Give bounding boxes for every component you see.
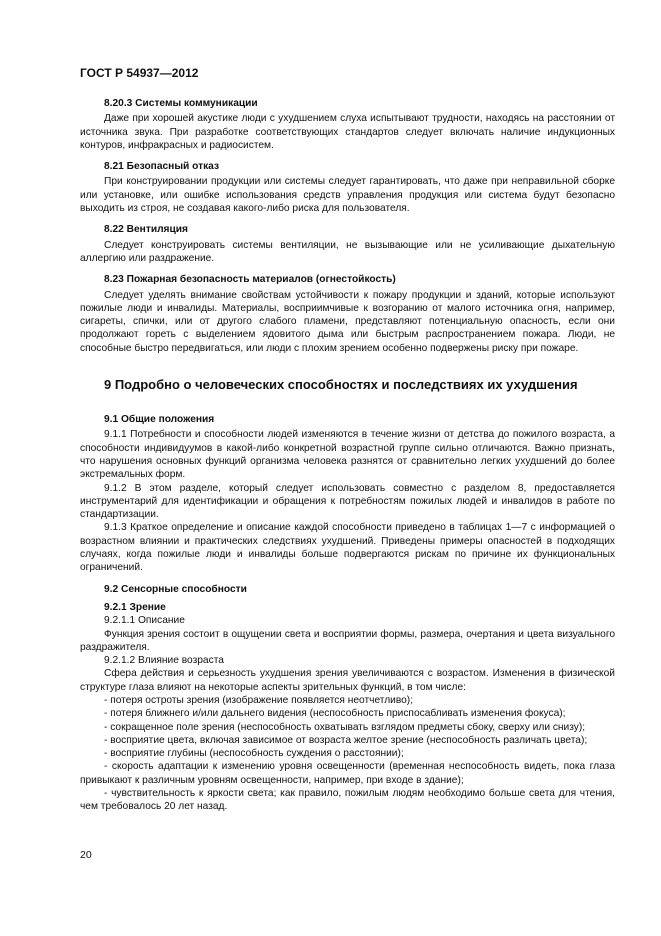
paragraph: Даже при хорошей акустике люди с ухудшением слуха испытывают трудности, находясь на расстоянии от источника звука. При разработке соответствующих стандартов следует включать наличие индукционных контуров, инфракрасных и радиосистем. <box>80 113 615 151</box>
subsection-heading-9-2-1-2: 9.2.1.2 Влияние возраста <box>104 655 224 667</box>
paragraph: Сфера действия и серьезность ухудшения зрения увеличиваются с возрастом. Изменения в физической структуре глаза влияют на некоторые аспекты зрительных функций, в том числе: <box>80 668 615 693</box>
list-item: - потеря остроты зрения (изображение появляется неотчетливо); <box>104 694 414 706</box>
list-item: - скорость адаптации к изменению уровня освещенности (временная неспособность видеть, пока глаза привыкают к различным уровням освещенности, например, при входе в здание); <box>80 761 615 786</box>
section-heading-8-22: 8.22 Вентиляция <box>104 224 188 236</box>
section-heading-9-1: 9.1 Общие положения <box>104 414 215 426</box>
chapter-heading-9: 9 Подробно о человеческих способностях и последствиях их ухудшения <box>104 377 578 393</box>
section-heading-8-23: 8.23 Пожарная безопасность материалов (огнестойкость) <box>104 274 396 286</box>
document-header: ГОСТ Р 54937—2012 <box>80 66 199 80</box>
subsection-heading-9-2-1-1: 9.2.1.1 Описание <box>104 615 185 627</box>
page-number: 20 <box>80 849 92 861</box>
paragraph: 9.1.3 Краткое определение и описание каждой способности приведено в таблицах 1—7 с информацией о возрастном влиянии и практических следствиях ухудшений. Приведены примеры опасностей в подходящих случаях, когда пожилые люди и инвалиды больше подвергаются рискам по причине их функциональных ограничений. <box>80 522 615 574</box>
list-item: - чувствительность к яркости света; как правило, пожилым людям необходимо больше света для чтения, чем требовалось 20 лет назад. <box>80 788 615 813</box>
list-item: - сокращенное поле зрения (неспособность охватывать взглядом предметы сбоку, сверху или снизу); <box>104 721 586 733</box>
section-heading-8-21: 8.21 Безопасный отказ <box>104 161 220 173</box>
subsection-heading-9-2-1: 9.2.1 Зрение <box>104 601 166 613</box>
paragraph: При конструировании продукции или системы следует гарантировать, что даже при неправильной сборке или установке, или ошибке использования средств управления продукция или система будут безопасно выходить из строя, не создавая какого-либо риска для пользователя. <box>80 176 615 215</box>
list-item: - восприятие глубины (неспособность суждения о расстоянии); <box>104 748 404 760</box>
section-heading-9-2: 9.2 Сенсорные способности <box>104 583 247 595</box>
paragraph: Функция зрения состоит в ощущении света и восприятии формы, размера, очертания и цвета визуального раздражителя. <box>80 628 615 653</box>
list-item: - потеря ближнего и/или дальнего видения (неспособность приспосабливать изменения фокуса); <box>104 708 566 720</box>
list-item: - восприятие цвета, включая зависимое от возраста желтое зрение (неспособность различать цвета); <box>104 734 588 746</box>
page-content <box>80 97 615 814</box>
section-heading-8-20-3: 8.20.3 Системы коммуникации <box>104 98 258 109</box>
paragraph: Следует конструировать системы вентиляции, не вызывающие или не усиливающие дыхательную аллергию или раздражение. <box>80 239 615 264</box>
paragraph: 9.1.2 В этом разделе, который следует использовать совместно с разделом 8, предоставляется инструментарий для идентификации и обращения к потребностям пожилых людей и инвалидов в работе по стандартизации. <box>80 482 615 521</box>
paragraph: Следует уделять внимание свойствам устойчивости к пожару продукции и зданий, которые используют пожилые люди и инвалиды. Материалы, восприимчивые к возгоранию от малого источника огня, например, сигареты, спички, или от другого слабого пламени, представляют потенциальную опасность, если они продолжают гореть с выделением ядовитого дыма или быстрым распространением пожара. Люди, не способные быстро передвигаться, или люди с плохим зрением особенно подвержены риску при пожаре. <box>80 289 615 354</box>
paragraph: 9.1.1 Потребности и способности людей изменяются в течение жизни от детства до пожилого возраста, а способности индивидуумов в какой-либо конкретной возрастной группе сильно отличаются. Важно признать, что нарушения основных функций организма человека разнятся от сравнительно легких ухудшений до более экстремальных форм. <box>80 429 615 481</box>
